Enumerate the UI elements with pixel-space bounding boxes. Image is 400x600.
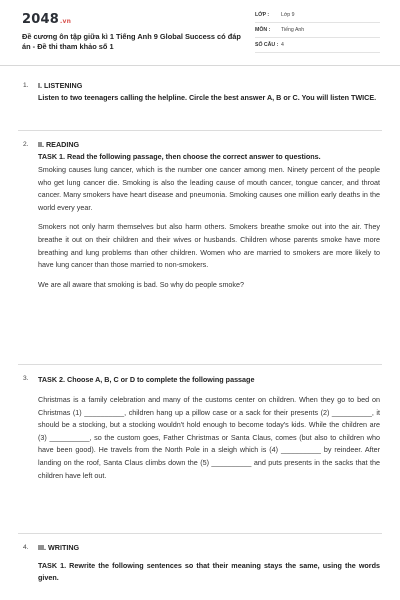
question-number: 2.	[23, 141, 29, 148]
meta-value: 4	[281, 42, 284, 48]
meta-row-count	[255, 38, 380, 53]
divider	[18, 533, 382, 534]
reading-paragraph: Smokers not only harm themselves but also harm others. Smokers breathe smoke out into the air. They breathe it out on their children and their wives or husbands. Children whose parents smoke have more breathing and lung problems than other children. Women who are married to smokers are more likely to have lung cancer than those married to non-smokers.	[38, 222, 380, 270]
reading-paragraph: Christmas is a family celebration and many of the customs center on children. When they go to bed on Christmas (1) __________, children hang up a pillow case or a sack for their presents (2) __________, it should be a stocking, but a stocking wouldn't hold enough to become today's kids. While the children are (3) __________, so the custom goes, Father Christmas or Santa Claus, comes (but also to children who have been good). He travels from the North Pole in a sleigh which is (4) __________ by reindeer. After landing on the roof, Santa Claus climbs down the (5) __________ and puts presents in the sacks that the children have left out.	[38, 395, 380, 480]
document-meta	[255, 8, 380, 53]
question-body	[38, 80, 380, 104]
reading-paragraph: Smoking causes lung cancer, which is the number one cancer among men. Ninety percent of the people who get lung cancer die. Smoking is also the leading cause of mouth cancer, tongue cancer, and throat cancer. Many smokers have heart disease and pneumonia. Smoking causes one million early deaths in the world every year.	[38, 165, 380, 212]
meta-key: LỚP :	[255, 12, 270, 18]
question-body	[38, 139, 380, 291]
divider	[18, 130, 382, 131]
site-logo[interactable]	[22, 12, 71, 27]
question-instruction: Listen to two teenagers calling the helpline. Circle the best answer A, B or C. You will listen TWICE.	[38, 93, 377, 102]
document-title: Đề cương ôn tập giữa kì 1 Tiếng Anh 9 Global Success có đáp án - Đề thi tham khảo số 1	[22, 32, 241, 51]
section-heading: II. READING	[38, 140, 80, 149]
question-body	[38, 374, 380, 482]
reading-paragraph: We are all aware that smoking is bad. So why do people smoke?	[38, 279, 245, 289]
logo-main: 2048	[22, 12, 59, 27]
logo-suffix: .vn	[59, 18, 72, 25]
meta-row-subject	[255, 23, 380, 38]
meta-key: SỐ CÂU :	[255, 42, 279, 48]
document-header	[0, 0, 400, 66]
section-heading: I. LISTENING	[38, 81, 83, 90]
meta-value: Lớp 9	[281, 12, 295, 18]
question-instruction: TASK 2. Choose A, B, C or D to complete the following passage	[38, 375, 255, 384]
divider	[18, 364, 382, 365]
question-instruction: TASK 1. Rewrite the following sentences so that their meaning stays the same, using the words given.	[38, 561, 380, 582]
question-body	[38, 542, 380, 584]
question-number: 1.	[23, 82, 29, 89]
question-instruction: TASK 1. Read the following passage, then choose the correct answer to questions.	[38, 152, 321, 161]
section-heading: III. WRITING	[38, 543, 80, 552]
question-number: 3.	[23, 375, 29, 382]
meta-key: MÔN :	[255, 27, 271, 33]
meta-value: Tiếng Anh	[281, 27, 305, 33]
meta-row-class	[255, 8, 380, 23]
question-number: 4.	[23, 544, 29, 551]
